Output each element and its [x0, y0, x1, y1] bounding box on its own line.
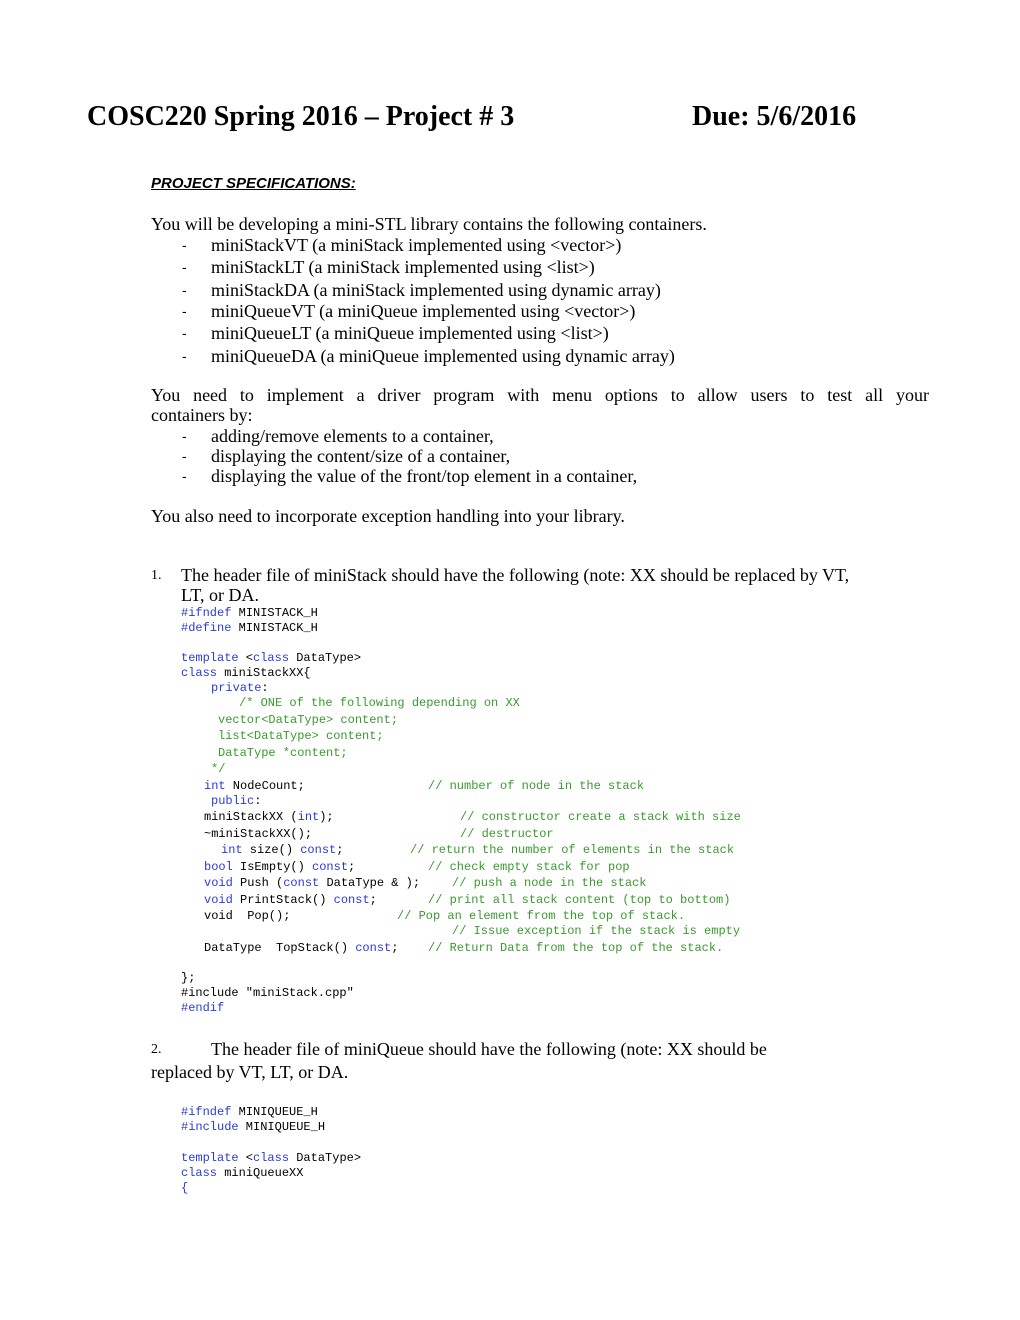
- code-line: #include "miniStack.cpp": [181, 986, 354, 1000]
- container-item-label: miniQueueDA (a miniQueue implemented using dynamic array): [211, 346, 675, 366]
- driver-item-label: adding/remove elements to a container,: [211, 426, 494, 446]
- container-item-label: miniQueueVT (a miniQueue implemented using <vector>): [211, 301, 636, 321]
- code-line: #define MINISTACK_H: [181, 621, 318, 635]
- driver-text-line2: containers by:: [151, 405, 253, 425]
- bullet-dash: -: [182, 237, 187, 253]
- code-comment: // return the number of elements in the stack: [410, 843, 735, 857]
- code-comment: // Return Data from the top of the stack.: [428, 941, 724, 955]
- code-line: public:: [211, 794, 262, 808]
- container-item: [182, 301, 636, 321]
- bullet-dash: -: [182, 325, 187, 341]
- code-line: */: [211, 762, 226, 776]
- code-line: class miniQueueXX: [181, 1166, 304, 1180]
- driver-text-line1: You need to implement a driver program with menu options to allow users to test all your: [151, 385, 929, 405]
- code-line: list<DataType> content;: [218, 729, 384, 743]
- code-line: miniStackXX (int);: [204, 810, 334, 824]
- driver-item-label: displaying the value of the front/top element in a container,: [211, 466, 638, 486]
- code-line: /* ONE of the following depending on XX: [239, 696, 520, 710]
- intro-text: You will be developing a mini-STL library contains the following containers.: [151, 214, 707, 234]
- miniqueue-code: #ifndef MINIQUEUE_H: [181, 1105, 318, 1119]
- container-item-label: miniQueueLT (a miniQueue implemented using <list>): [211, 323, 609, 343]
- code-line: template <class DataType>: [181, 1151, 362, 1165]
- container-item: [182, 323, 609, 343]
- code-line: {: [181, 1181, 189, 1195]
- driver-item: [182, 426, 494, 446]
- item2-number: 2.: [151, 1042, 162, 1057]
- code-line: void Pop();: [204, 909, 291, 923]
- driver-item: [182, 446, 511, 466]
- driver-item: [182, 466, 638, 486]
- exception-note: You also need to incorporate exception handling into your library.: [151, 506, 625, 526]
- code-line: class miniStackXX{: [181, 666, 311, 680]
- code-line: vector<DataType> content;: [218, 713, 399, 727]
- bullet-dash: -: [182, 448, 187, 464]
- container-item: [182, 280, 661, 300]
- bullet-dash: -: [182, 259, 187, 275]
- code-line: ~miniStackXX();: [204, 827, 313, 841]
- code-line: };: [181, 971, 196, 985]
- code-line: #endif: [181, 1001, 225, 1015]
- code-comment: // number of node in the stack: [428, 779, 645, 793]
- code-line: int size() const;: [221, 843, 344, 857]
- specs-heading: PROJECT SPECIFICATIONS:: [151, 175, 356, 192]
- item2-text-line1: The header file of miniQueue should have the following (note: XX should be: [211, 1039, 767, 1059]
- item1-text-line2: LT, or DA.: [181, 585, 259, 605]
- code-line: int NodeCount;: [204, 779, 305, 793]
- code-line: DataType *content;: [218, 746, 348, 760]
- bullet-dash: -: [182, 303, 187, 319]
- code-comment: // destructor: [460, 827, 554, 841]
- container-item: [182, 346, 675, 366]
- code-line: template <class DataType>: [181, 651, 362, 665]
- code-comment: // Issue exception if the stack is empty: [452, 924, 741, 938]
- code-comment: // Pop an element from the top of stack.: [397, 909, 686, 923]
- code-comment: // push a node in the stack: [452, 876, 647, 890]
- code-comment: // print all stack content (top to bottom): [428, 893, 731, 907]
- item1-text-line1: The header file of miniStack should have the following (note: XX should be replaced by VT,: [181, 565, 850, 585]
- code-comment: // check empty stack for pop: [428, 860, 630, 874]
- course-title: COSC220 Spring 2016 – Project # 3: [87, 101, 515, 132]
- container-item-label: miniStackVT (a miniStack implemented using <vector>): [211, 235, 622, 255]
- code-line: bool IsEmpty() const;: [204, 860, 356, 874]
- container-item-label: miniStackDA (a miniStack implemented using dynamic array): [211, 280, 661, 300]
- container-item-label: miniStackLT (a miniStack implemented using <list>): [211, 257, 595, 277]
- item1-number: 1.: [151, 568, 162, 583]
- code-line: #include MINIQUEUE_H: [181, 1120, 326, 1134]
- driver-item-label: displaying the content/size of a container,: [211, 446, 511, 466]
- code-line: void Push (const DataType & );: [204, 876, 421, 890]
- bullet-dash: -: [182, 428, 187, 444]
- code-line: void PrintStack() const;: [204, 893, 377, 907]
- ministack-code: #ifndef MINISTACK_H: [181, 606, 318, 620]
- code-comment: // constructor create a stack with size: [460, 810, 741, 824]
- container-item: [182, 257, 595, 277]
- bullet-dash: -: [182, 348, 187, 364]
- code-line: DataType TopStack() const;: [204, 941, 399, 955]
- container-item: [182, 235, 622, 255]
- bullet-dash: -: [182, 282, 187, 298]
- due-date: Due: 5/6/2016: [692, 101, 857, 132]
- item2-text-line2: replaced by VT, LT, or DA.: [151, 1062, 349, 1082]
- code-line: private:: [211, 681, 269, 695]
- page-title: [87, 101, 514, 133]
- bullet-dash: -: [182, 468, 187, 484]
